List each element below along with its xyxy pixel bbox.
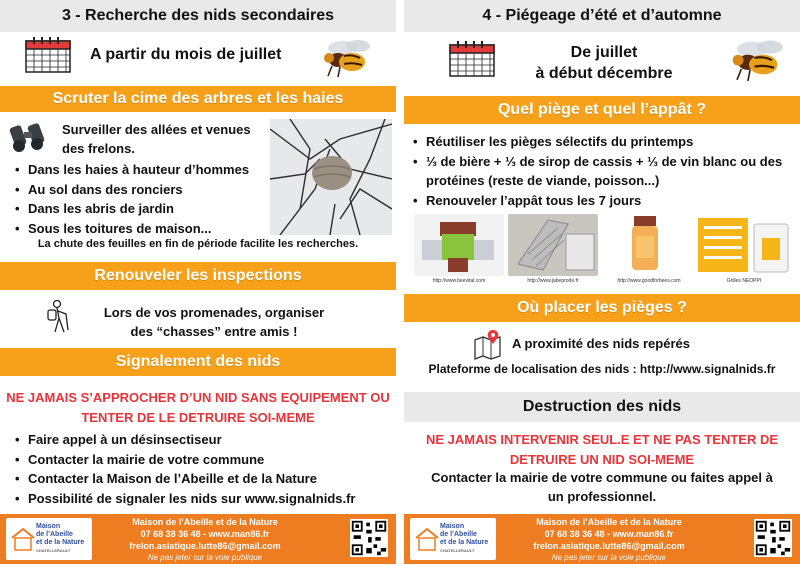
nest-photo [270, 119, 392, 235]
right-band-destruction: Destruction des nids [404, 392, 800, 422]
trap-photo-beevital [414, 214, 504, 276]
house-logo-icon [414, 526, 440, 552]
caption-neoppi: Grilles NEOPPI [726, 278, 762, 284]
man-logo: Maison de l’Abeille et de la Nature CHATELLERAULT [6, 518, 92, 560]
footer-contact: Maison de l’Abeille et de la Nature 07 68 38 36 48 - www.man86.fr frelon.asiatique.lutte86@gmail.com Ne pas jeter sur la voie publique [129, 517, 281, 562]
list-item: • Contacter la mairie de votre commune [12, 450, 396, 470]
left-footer [0, 514, 396, 564]
nest-places-list [12, 160, 272, 238]
list-item: • Renouveler l’appât tous les 7 jours [410, 191, 796, 211]
right-band-trap: Quel piège et quel l’appât ? [404, 96, 800, 124]
hiker-icon [44, 300, 70, 334]
left-date-text: A partir du mois de juillet [90, 46, 282, 63]
hornet-icon [322, 34, 378, 78]
report-actions-list [12, 430, 396, 508]
map-pin-icon [472, 328, 504, 360]
bait-list [410, 132, 796, 210]
left-band-trees: Scruter la cime des arbres et les haies [0, 86, 396, 112]
left-intro: Surveiller des allées et venues des frelons. [62, 122, 251, 156]
left-note: La chute des feuilles en fin de période facilite les recherches. [37, 238, 359, 250]
footer-contact: Maison de l’Abeille et de la Nature 07 68 38 36 48 - www.man86.fr frelon.asiatique.lutte86@gmail.com Ne pas jeter sur la voie publique [533, 517, 685, 562]
man-logo: Maison de l’Abeille et de la Nature CHATELLERAULT [410, 518, 496, 560]
qr-code[interactable] [350, 519, 388, 557]
list-item: • Faire appel à un désinsectiseur [12, 430, 396, 450]
right-date-text: De juillet à début décembre [535, 44, 673, 82]
qr-code[interactable] [754, 519, 792, 557]
right-panel [404, 0, 800, 566]
left-panel [0, 0, 396, 566]
trap-photo-neoppi [694, 214, 794, 276]
right-platform-text: Plateforme de localisation des nids : http://www.signalnids.fr [428, 362, 776, 376]
list-item: • Contacter la Maison de l’Abeille et de la Nature [12, 469, 396, 489]
right-header: 4 - Piégeage d’été et d’automne [404, 0, 800, 32]
list-item: • Dans les haies à hauteur d’hommes [12, 160, 272, 180]
right-warning: NE JAMAIS INTERVENIR SEUL.E ET NE PAS TENTER DE DETRUIRE UN NID SOI-MEME [425, 432, 778, 467]
right-footer [404, 514, 800, 564]
trap-photo-goodforbees [622, 214, 668, 276]
right-band-where: Où placer les pièges ? [404, 294, 800, 322]
hornet-icon [730, 34, 792, 82]
list-item: • Au sol dans des ronciers [12, 180, 272, 200]
list-item: • Possibilité de signaler les nids sur www.signalnids.fr [12, 489, 396, 509]
left-header: 3 - Recherche des nids secondaires [0, 0, 396, 32]
caption-beevital: http://www.beevital.com [432, 278, 486, 284]
right-where-text: A proximité des nids repérés [512, 336, 690, 351]
calendar-icon [24, 36, 74, 74]
caption-goodforbees: http://www.goodforbees.com [617, 278, 681, 284]
left-band-report: Signalement des nids [0, 348, 396, 376]
right-contact: Contacter la mairie de votre commune ou faites appel à un professionnel. [431, 470, 773, 504]
left-warning: NE JAMAIS S’APPROCHER D’UN NID SANS EQUIPEMENT OU TENTER DE LE DETRUIRE SOI-MEME [6, 390, 390, 425]
calendar-icon [448, 40, 498, 78]
house-logo-icon [10, 526, 36, 552]
left-band-inspections: Renouveler les inspections [0, 262, 396, 290]
caption-jabeprode: http://www.jabeprode.fr [527, 278, 579, 284]
left-inspect-text: Lors de vos promenades, organiser des “chasses” entre amis ! [103, 305, 325, 339]
list-item: • ⅓ de bière + ⅓ de sirop de cassis + ⅓ de vin blanc ou des protéines (reste de viande, poisson...) [410, 152, 796, 191]
list-item: • Réutiliser les pièges sélectifs du printemps [410, 132, 796, 152]
list-item: • Dans les abris de jardin [12, 199, 272, 219]
list-item: • Sous les toitures de maison... [12, 219, 272, 239]
trap-photo-jabeprode [508, 214, 598, 276]
binoculars-icon [8, 122, 54, 154]
